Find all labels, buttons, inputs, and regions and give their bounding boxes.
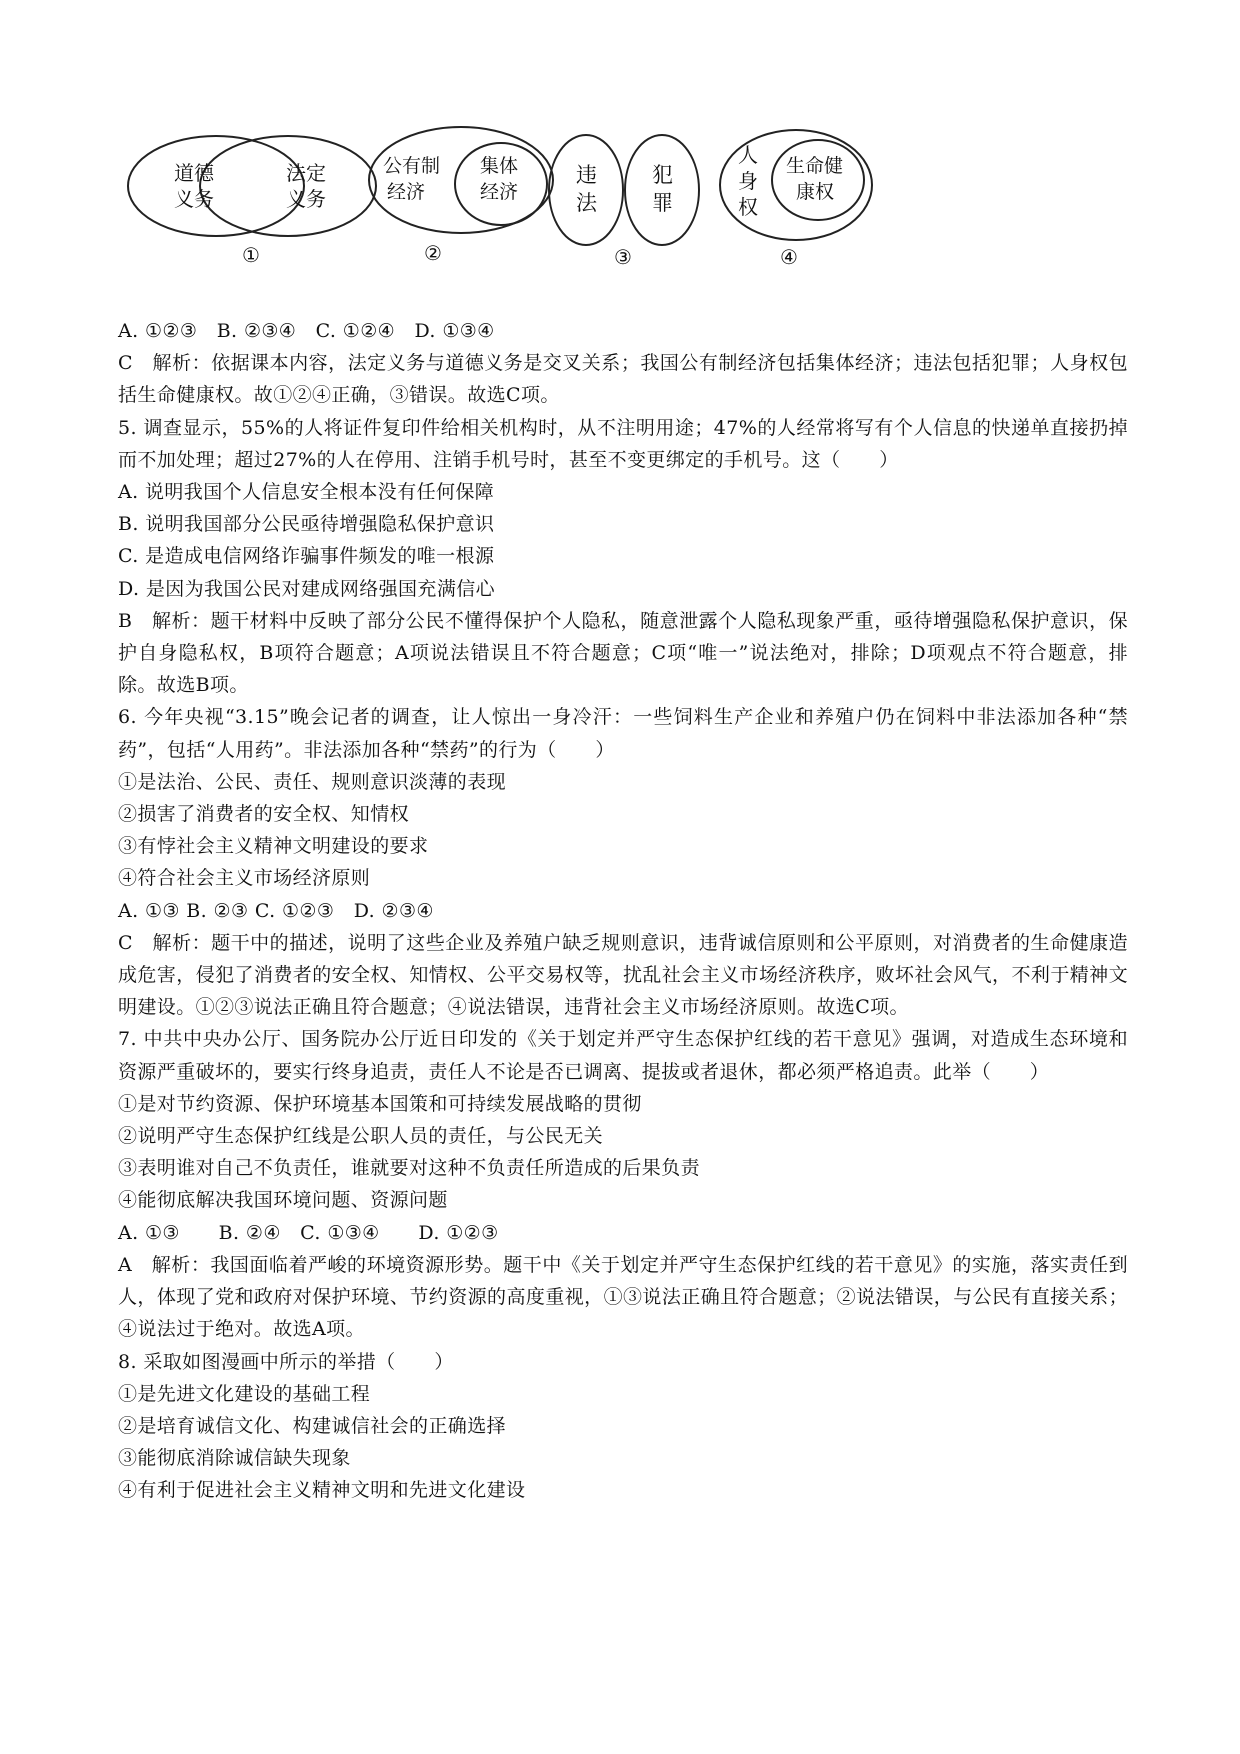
q6-statement-4: ④符合社会主义市场经济原则 (118, 867, 371, 890)
q4-options: A. ①②③ B. ②③④ C. ①②④ D. ①③④ (118, 320, 495, 342)
q5-analysis: B 解析：题干材料中反映了部分公民不懂得保护个人隐私，随意泄露个人隐私现象严重，亟待增强隐私保护意识，保护自身隐私权，B项符合题意；A项说法错误且不符合题意；C项“唯一”说法绝对，排除；D项观点不符合题意，排除。故选B项。 (118, 609, 1128, 697)
label-life-2: 康权 (796, 181, 835, 203)
q7-statement-4: ④能彻底解决我国环境问题、资源问题 (118, 1189, 448, 1212)
label-public-2: 经济 (387, 181, 426, 203)
q6-analysis: C 解析：题干中的描述，说明了这些企业及养殖户缺乏规则意识，违背诚信原则和公平原则，对消费者的生命健康造成危害，侵犯了消费者的安全权、知情权、公平交易权等，扰乱社会主义市场经济秩序，败坏社会风气，不利于精神文明建设。①②③说法正确且符合题意；④说法错误，违背社会主义市场经济原则。故选C项。 (118, 931, 1128, 1019)
question-content (118, 315, 1128, 1507)
q8-statement-4: ④有利于促进社会主义精神文明和先进文化建设 (118, 1479, 526, 1502)
number-4: ④ (780, 245, 798, 269)
ellipse-moral-duty (128, 136, 304, 236)
ellipse-illegal (549, 135, 623, 245)
label-life-1: 生命健 (786, 155, 844, 177)
label-personal-2: 身 (738, 169, 758, 193)
label-moral-2: 义务 (174, 187, 214, 211)
label-personal-1: 人 (738, 143, 758, 167)
q7-statement-3: ③表明谁对自己不负责任，谁就要对这种不负责任所造成的后果负责 (118, 1157, 701, 1180)
label-crime-2: 罪 (652, 191, 673, 215)
label-collective-1: 集体 (480, 155, 519, 177)
label-personal-3: 权 (738, 195, 758, 219)
venn-figure (118, 122, 993, 302)
q8-statement-2: ②是培育诚信文化、构建诚信社会的正确选择 (118, 1414, 507, 1437)
q7-stem: 7. 中共中央办公厅、国务院办公厅近日印发的《关于划定并严守生态保护红线的若干意见》强调，对造成生态环境和资源严重破坏的，要实行终身追责，责任人不论是否已调离、提拔或者退休，都必须严格追责。此举（ ） (118, 1028, 1128, 1083)
label-illegal-1: 违 (576, 163, 597, 187)
q5-stem: 5. 调查显示，55%的人将证件复印件给相关机构时，从不注明用途；47%的人经常将写有个人信息的快递单直接扔掉而不加处理；超过27%的人在停用、注销手机号时，甚至不变更绑定的手机号。这（ ） (118, 416, 1128, 471)
q6-options: A. ①③ B. ②③ C. ①②③ D. ②③④ (118, 899, 434, 922)
q6-statement-1: ①是法治、公民、责任、规则意识淡薄的表现 (118, 770, 507, 793)
q8-statement-1: ①是先进文化建设的基础工程 (118, 1382, 371, 1405)
label-collective-2: 经济 (480, 181, 519, 203)
label-illegal-2: 法 (576, 191, 597, 215)
diagram-3 (549, 135, 699, 269)
ellipse-public-economy (369, 127, 553, 233)
ellipse-crime (625, 135, 699, 245)
q7-statement-1: ①是对节约资源、保护环境基本国策和可持续发展战略的贯彻 (118, 1092, 642, 1115)
q8-statement-3: ③能彻底消除诚信缺失现象 (118, 1447, 351, 1470)
venn-diagrams (118, 122, 993, 302)
q5-option-a: A. 说明我国个人信息安全根本没有任何保障 (118, 481, 495, 504)
label-moral-1: 道德 (174, 161, 214, 185)
label-legal-1: 法定 (286, 161, 326, 185)
diagram-4 (720, 130, 872, 269)
q5-option-d: D. 是因为我国公民对建成网络强国充满信心 (118, 577, 496, 600)
ellipse-legal-duty (200, 136, 376, 236)
number-2: ② (424, 241, 442, 265)
q6-statement-3: ③有悖社会主义精神文明建设的要求 (118, 835, 429, 858)
number-3: ③ (614, 245, 632, 269)
q7-options: A. ①③ B. ②④ C. ①③④ D. ①②③ (118, 1221, 499, 1244)
q4-analysis: C 解析：依据课本内容，法定义务与道德义务是交叉关系；我国公有制经济包括集体经济；违法包括犯罪；人身权包括生命健康权。故①②④正确，③错误。故选C项。 (118, 352, 1128, 407)
label-public-1: 公有制 (383, 155, 441, 177)
q6-stem: 6. 今年央视“3.15”晚会记者的调查，让人惊出一身冷汗：一些饲料生产企业和养殖户仍在饲料中非法添加各种“禁药”，包括“人用药”。非法添加各种“禁药”的行为（ ） (118, 706, 1128, 761)
q8-stem: 8. 采取如图漫画中所示的举措（ ） (118, 1350, 454, 1373)
label-legal-2: 义务 (286, 187, 326, 211)
label-crime-1: 犯 (652, 163, 673, 187)
q7-statement-2: ②说明严守生态保护红线是公职人员的责任，与公民无关 (118, 1125, 604, 1148)
q5-option-b: B. 说明我国部分公民亟待增强隐私保护意识 (118, 513, 495, 536)
q6-statement-2: ②损害了消费者的安全权、知情权 (118, 803, 410, 826)
ellipse-life-health-rights (772, 140, 864, 220)
q7-analysis: A 解析：我国面临着严峻的环境资源形势。题干中《关于划定并严守生态保护红线的若干意见》的实施，落实责任到人，体现了党和政府对保护环境、节约资源的高度重视，①③说法正确且符合题意；②说法错误，与公民有直接关系；④说法过于绝对。故选A项。 (118, 1253, 1128, 1341)
diagram-2 (369, 127, 553, 265)
diagram-1 (128, 136, 376, 267)
q5-option-c: C. 是造成电信网络诈骗事件频发的唯一根源 (118, 545, 495, 568)
number-1: ① (242, 243, 260, 267)
